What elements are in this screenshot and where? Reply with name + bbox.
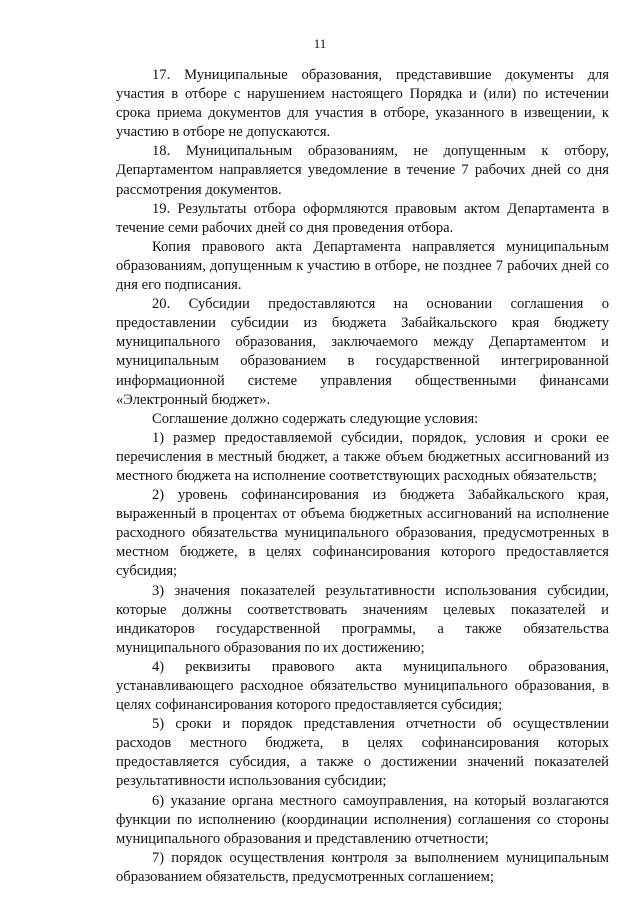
condition-item-2: 2) уровень софинансирования из бюджета Забайкальского края, выраженный в процентах от объема бюджетных ассигнований на исполнение расходного обязательства муниципального образования, предусмотренных в местном бюджете, в целях софинансирования которого предоставляется субсидия; xyxy=(116,487,609,580)
condition-item-6: 6) указание органа местного самоуправления, на который возлагаются функции по исполнению (координации исполнения) соглашения со стороны муниципального образования и представлению отчетности; xyxy=(116,792,609,847)
paragraph-item-18: 18. Муниципальным образованиям, не допущенным к отбору, Департаментом направляется уведомление в течение 7 рабочих дней со дня рассмотрения документов. xyxy=(116,143,609,198)
condition-item-1: 1) размер предоставляемой субсидии, порядок, условия и сроки ее перечисления в местный бюджет, а также объем бюджетных ассигнований из местного бюджета на исполнение соответствующих расходных обязательств; xyxy=(116,429,609,484)
paragraph-item-19: 19. Результаты отбора оформляются правовым актом Департамента в течение семи рабочих дней со дня проведения отбора. xyxy=(116,200,609,236)
condition-item-7: 7) порядок осуществления контроля за выполнением муниципальным образованием обязательств, предусмотренных соглашением; xyxy=(116,849,609,885)
condition-item-4: 4) реквизиты правового акта муниципального образования, устанавливающего расходное обязательство муниципального образования, в целях софинансирования которого предоставляется субсидия; xyxy=(116,658,609,714)
page-number: 11 xyxy=(313,36,327,51)
paragraph-copy-of-act: Копия правового акта Департамента направляется муниципальным образованиям, допущенным к участию в отборе, не позднее 7 рабочих дней со дня его подписания. xyxy=(116,238,609,294)
document-body xyxy=(116,66,609,887)
paragraph-item-20: 20. Субсидии предоставляются на основании соглашения о предоставлении субсидии из бюджета Забайкальского края бюджету муниципального образования, заключаемого между Департаментом и муниципальным образованием в государственной интегрированной информационной системе управления общественными финансами «Электронный бюджет». xyxy=(116,296,609,408)
paragraph-item-17: 17. Муниципальные образования, представившие документы для участия в отборе с нарушением настоящего Порядка и (или) по истечении срока приема документов для участия в отборе, указанного в извещении, к участию в отборе не допускаются. xyxy=(116,67,609,141)
condition-item-5: 5) сроки и порядок представления отчетности об осуществлении расходов местного бюджета, в целях софинансирования которых предоставляется субсидия, а также о достижении значений показателей результативности использования субсидии; xyxy=(116,716,609,790)
paragraph-agreement-conditions-intro: Соглашение должно содержать следующие условия: xyxy=(152,410,479,427)
condition-item-3: 3) значения показателей результативности использования субсидии, которые должны соответствовать значениям целевых показателей и индикаторов государственной программы, а также обязательства муниципального образования по их достижению; xyxy=(116,582,609,656)
